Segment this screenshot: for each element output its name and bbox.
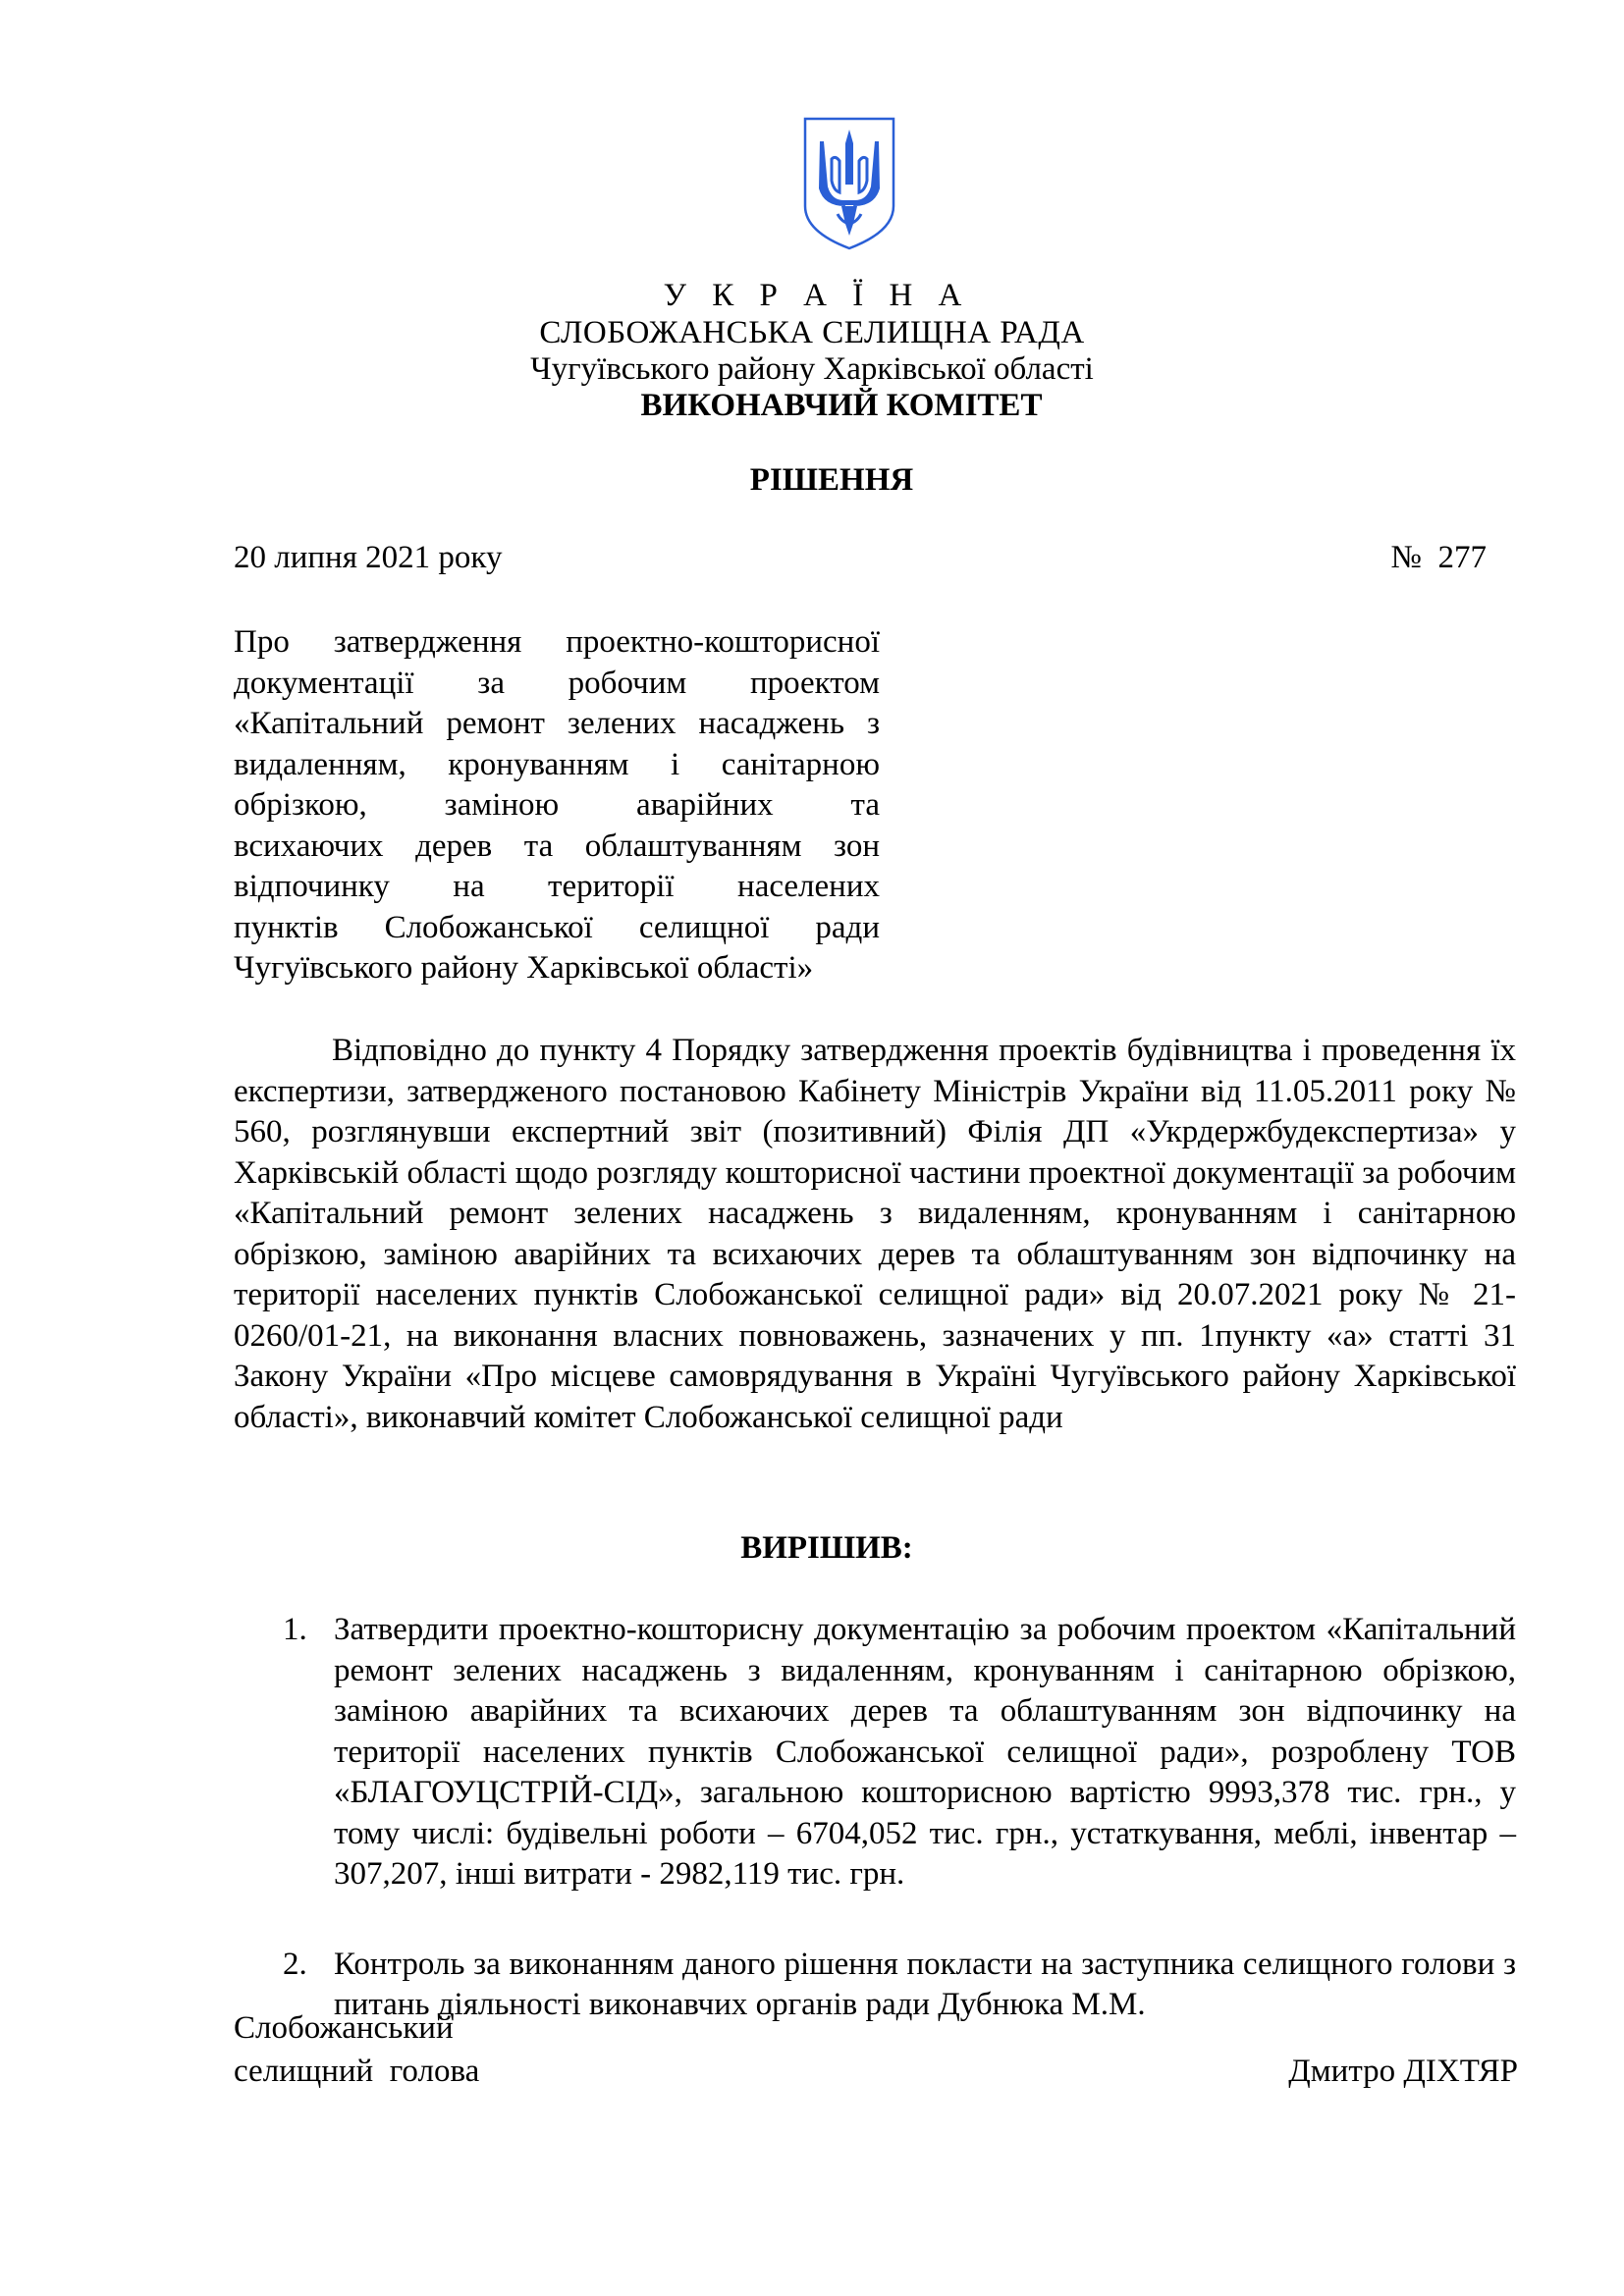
subject-line: Чугуївського району Харківської області» <box>234 950 814 986</box>
item-number: 2. <box>283 1946 307 1982</box>
decision-number: № 277 <box>1390 540 1487 575</box>
country-name: У К Р А Ї Н А <box>663 278 971 313</box>
document-type: РІШЕННЯ <box>749 462 914 498</box>
item-number: 1. <box>283 1612 307 1647</box>
committee-name: ВИКОНАВЧИЙ КОМІТЕТ <box>640 388 1043 423</box>
subject-line: пунктів Слобожанської селищної ради <box>234 909 880 945</box>
preamble-paragraph: Відповідно до пункту 4 Порядку затвердження проектів будівництва і проведення їх експертизи, затвердженого постановою Кабінету Міністрів України від 11.05.2011 року № 560, розглянувши експертний звіт (позитивний) Філія ДП «Укрдержбудекспертиза» у Харківській області щодо розгляду кошторисної частини проектної документації за робочим «Капітальний ремонт зелених насаджень з видаленням, кронуванням і санітарною обрізкою, заміною аварійних та всихаючих дерев та облаштуванням зон відпочинку на території населених пунктів Слобожанської селищної ради» від 20.07.2021 року № 21-0260/01-21, на виконання власних повноважень, зазначених у пп. 1пункту «а» статті 31 Закону України «Про місцеве самоврядування в Україні Чугуївського району Харківської області», виконавчий комітет Слобожанської селищної ради <box>234 1033 1516 1435</box>
signatory-title <box>234 2006 479 2093</box>
decision-subject <box>234 622 880 989</box>
trident-coat-of-arms-icon <box>802 116 896 251</box>
subject-line: Про затвердження проектно-кошторисної <box>234 624 880 660</box>
resolution-items <box>234 1610 1516 2026</box>
signatory-name: Дмитро ДІХТЯР <box>1288 2054 1518 2089</box>
district-name: Чугуївського району Харківської області <box>530 351 1094 387</box>
signatory-title-line: Слобожанський <box>234 2010 454 2046</box>
decision-date: 20 липня 2021 року <box>234 540 503 575</box>
subject-line: «Капітальний ремонт зелених насаджень з <box>234 706 880 741</box>
council-name: СЛОБОЖАНСЬКА СЕЛИЩНА РАДА <box>539 315 1085 350</box>
item-text: Затвердити проектно-кошторисну документацію за робочим проектом «Капітальний ремонт зелених насаджень з видаленням, кронуванням і санітарною обрізкою, заміною аварійних та всихаючих дерев та облаштуванням зон відпочинку на території населених пунктів Слобожанської селищної ради», розроблену ТОВ «БЛАГОУЦСТРІЙ-СІД», загальною кошторисною вартістю 9993,378 тис. грн., у тому числі: будівельні роботи – 6704,052 тис. грн., устаткування, меблі, інвентар – 307,207, інші витрати - 2982,119 тис. грн. <box>334 1612 1516 1892</box>
subject-line: документації за робочим проектом <box>234 665 880 701</box>
item-text: Контроль за виконанням даного рішення покласти на заступника селищного голови з питань діяльності виконавчих органів ради Дубнюка М.М. <box>334 1946 1516 2022</box>
subject-line: обрізкою, заміною аварійних та <box>234 787 880 823</box>
subject-line: відпочинку на території населених <box>234 869 880 904</box>
signatory-title-line: селищний голова <box>234 2054 480 2089</box>
resolved-heading: ВИРІШИВ: <box>740 1530 913 1566</box>
subject-line: всихаючих дерев та облаштуванням зон <box>234 828 880 864</box>
resolution-item <box>234 1610 1516 1896</box>
subject-line: видаленням, кронуванням і санітарною <box>234 746 880 782</box>
